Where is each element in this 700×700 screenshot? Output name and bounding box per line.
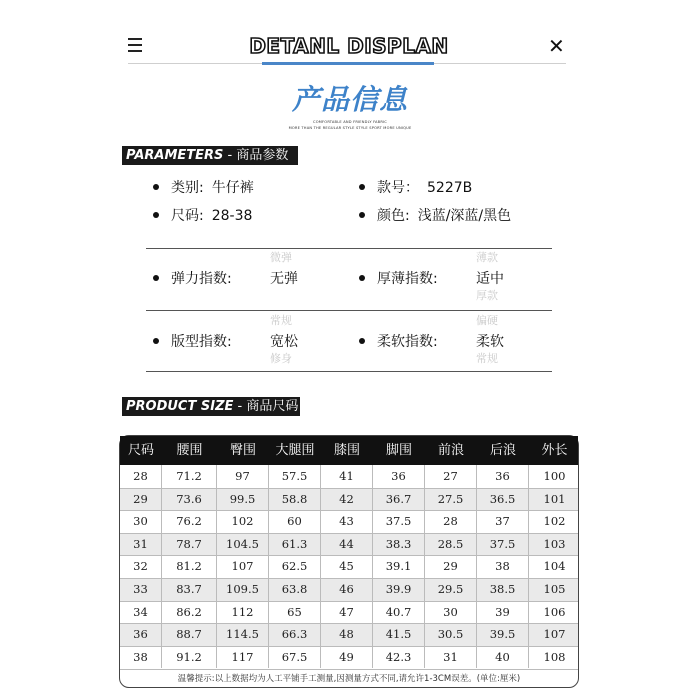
param-style-number [359,179,472,197]
param-color [359,207,511,225]
bullet-icon [359,275,365,281]
table-cell: 27 [425,465,477,488]
index-divider-bottom [146,371,552,372]
table-cell: 47 [321,601,373,624]
table-cell: 97 [217,465,269,488]
index-divider [146,310,552,311]
softness-option-below: 常规 [476,352,498,365]
table-cell: 107 [217,555,269,578]
title-subline-1: COMFORTABLE AND FRIENDLY FABRIC [312,120,388,124]
table-cell: 78.7 [162,533,217,556]
table-cell: 65 [269,601,321,624]
column-header: 臀围 [229,443,256,458]
param-category [153,179,254,197]
table-cell: 34 [120,601,162,624]
hamburger-menu-icon[interactable] [128,38,142,52]
table-cell: 86.2 [162,601,217,624]
table-cell: 37 [477,510,529,533]
table-cell: 62.5 [269,555,321,578]
bullet-icon [359,212,365,218]
table-cell: 29 [425,555,477,578]
product-size-label-cn: - 商品尺码 [233,399,299,414]
table-cell: 36 [373,465,425,488]
table-cell: 38.3 [373,533,425,556]
row-divider [120,510,578,511]
table-row [120,578,578,601]
header-accent-bar [262,62,434,65]
table-cell: 103 [543,536,566,551]
table-cell: 30 [120,510,162,533]
param-value: 28-38 [211,208,253,224]
table-row [120,465,578,488]
table-cell: 99.5 [217,488,269,511]
table-cell: 40 [477,646,529,669]
bullet-icon [359,338,365,344]
table-cell: 45 [321,555,373,578]
param-value: 牛仔裤 [211,180,254,196]
column-header: 大腿围 [275,443,315,458]
table-cell: 114.5 [217,623,269,646]
table-cell: 27.5 [425,488,477,511]
table-cell: 81.2 [162,555,217,578]
table-cell: 48 [321,623,373,646]
param-label: 款号： [377,180,419,196]
table-cell: 117 [217,646,269,669]
table-cell: 29 [120,488,162,511]
table-cell: 104 [543,559,566,574]
table-cell: 58.8 [269,488,321,511]
parameters-section-label [122,146,298,165]
bullet-icon [153,338,159,344]
table-cell: 38.5 [477,578,529,601]
row-divider [120,646,578,647]
table-cell: 88.7 [162,623,217,646]
table-cell: 38 [477,555,529,578]
row-divider [120,533,578,534]
table-cell: 40.7 [373,601,425,624]
brand-title: DETANL DISPLAN [249,34,449,58]
column-header: 膝围 [333,443,360,458]
table-cell: 63.8 [269,578,321,601]
table-cell: 36 [120,623,162,646]
table-cell: 83.7 [162,578,217,601]
row-divider [120,578,578,579]
bullet-icon [359,184,365,190]
table-cell: 29.5 [425,578,477,601]
size-table-footnote: 温馨提示:以上数据均为人工平铺手工测量,因测量方式不同,请允许1-3CM误差。(单位:厘米) [120,669,578,688]
param-value: 5227B [427,180,473,196]
table-cell: 46 [321,578,373,601]
table-cell: 60 [269,510,321,533]
table-cell: 39.9 [373,578,425,601]
softness-option-above: 偏硬 [476,314,498,327]
param-value: 浅蓝/深蓝/黑色 [417,208,512,224]
size-table [119,435,579,688]
table-row [120,646,578,669]
table-cell: 32 [120,555,162,578]
table-cell: 104.5 [217,533,269,556]
table-cell: 37.5 [477,533,529,556]
table-cell: 43 [321,510,373,533]
table-cell: 112 [217,601,269,624]
softness-index-label: 柔软指数: [359,333,438,351]
table-row [120,601,578,624]
column-header: 前浪 [437,443,464,458]
title-subline-2: MORE THAN THE REGULAR STYLE STYLE SPORT MORE UNIQUE [288,126,412,130]
table-cell: 67.5 [269,646,321,669]
table-cell: 73.6 [162,488,217,511]
table-cell: 41.5 [373,623,425,646]
fit-index-value: 宽松 [270,334,298,350]
column-header: 尺码 [127,443,154,458]
elasticity-option-above: 微弹 [270,251,292,264]
table-row [120,623,578,646]
bullet-icon [153,212,159,218]
row-divider [120,488,578,489]
table-cell: 44 [321,533,373,556]
table-row [120,555,578,578]
table-cell: 101 [543,491,566,506]
thickness-option-above: 薄款 [476,251,498,264]
table-cell: 49 [321,646,373,669]
table-cell: 42.3 [373,646,425,669]
table-cell: 41 [321,465,373,488]
thickness-index-value: 适中 [476,271,504,287]
table-cell: 39.1 [373,555,425,578]
elasticity-index-label: 弹力指数: [153,270,232,288]
product-size-section-label [122,397,300,416]
table-cell: 71.2 [162,465,217,488]
table-cell: 105 [543,582,566,596]
table-cell: 39.5 [477,623,529,646]
table-cell: 38 [120,646,162,669]
table-cell: 91.2 [162,646,217,669]
table-cell: 57.5 [269,465,321,488]
param-size [153,207,252,225]
fit-index-label: 版型指数: [153,333,232,351]
thickness-option-below: 厚款 [476,289,498,302]
size-table-header [120,436,578,465]
table-cell: 36 [477,465,529,488]
table-cell: 42 [321,488,373,511]
table-cell: 102 [543,514,566,529]
column-header: 后浪 [489,443,516,458]
fit-option-above: 常规 [270,314,292,327]
table-cell: 28.5 [425,533,477,556]
param-divider [146,248,552,249]
elasticity-index-value: 无弹 [270,271,298,287]
table-cell: 36.5 [477,488,529,511]
table-cell: 106 [543,604,566,619]
table-cell: 61.3 [269,533,321,556]
table-row [120,510,578,533]
table-cell: 102 [217,510,269,533]
table-cell: 33 [120,578,162,601]
parameters-label-en: PARAMETERS [126,148,224,163]
param-label: 颜色: [377,208,410,224]
table-cell: 28 [425,510,477,533]
product-size-label-en: PRODUCT SIZE [126,399,234,414]
table-row [120,533,578,556]
table-row [120,488,578,511]
table-cell: 100 [543,469,566,483]
column-header: 腰围 [176,443,203,458]
table-cell: 30 [425,601,477,624]
bullet-icon [153,184,159,190]
thickness-index-label: 厚薄指数: [359,270,438,288]
column-header: 外长 [541,443,568,458]
close-icon[interactable]: ✕ [548,34,565,58]
bullet-icon [153,275,159,281]
table-cell: 30.5 [425,623,477,646]
row-divider [120,555,578,556]
row-divider [120,601,578,602]
table-cell: 31 [120,533,162,556]
table-cell: 28 [120,465,162,488]
table-cell: 31 [425,646,477,669]
fit-option-below: 修身 [270,352,292,365]
table-cell: 39 [477,601,529,624]
table-cell: 76.2 [162,510,217,533]
table-cell: 108 [543,649,566,664]
table-cell: 109.5 [217,578,269,601]
table-cell: 36.7 [373,488,425,511]
param-label: 类别: [171,180,204,196]
page-title: 产品信息 [291,83,408,116]
table-cell: 37.5 [373,510,425,533]
parameters-label-cn: - 商品参数 [223,148,289,163]
table-cell: 107 [543,627,566,642]
param-label: 尺码: [171,208,204,224]
table-cell: 66.3 [269,623,321,646]
softness-index-value: 柔软 [476,334,504,350]
row-divider [120,623,578,624]
column-header: 脚围 [385,443,412,458]
